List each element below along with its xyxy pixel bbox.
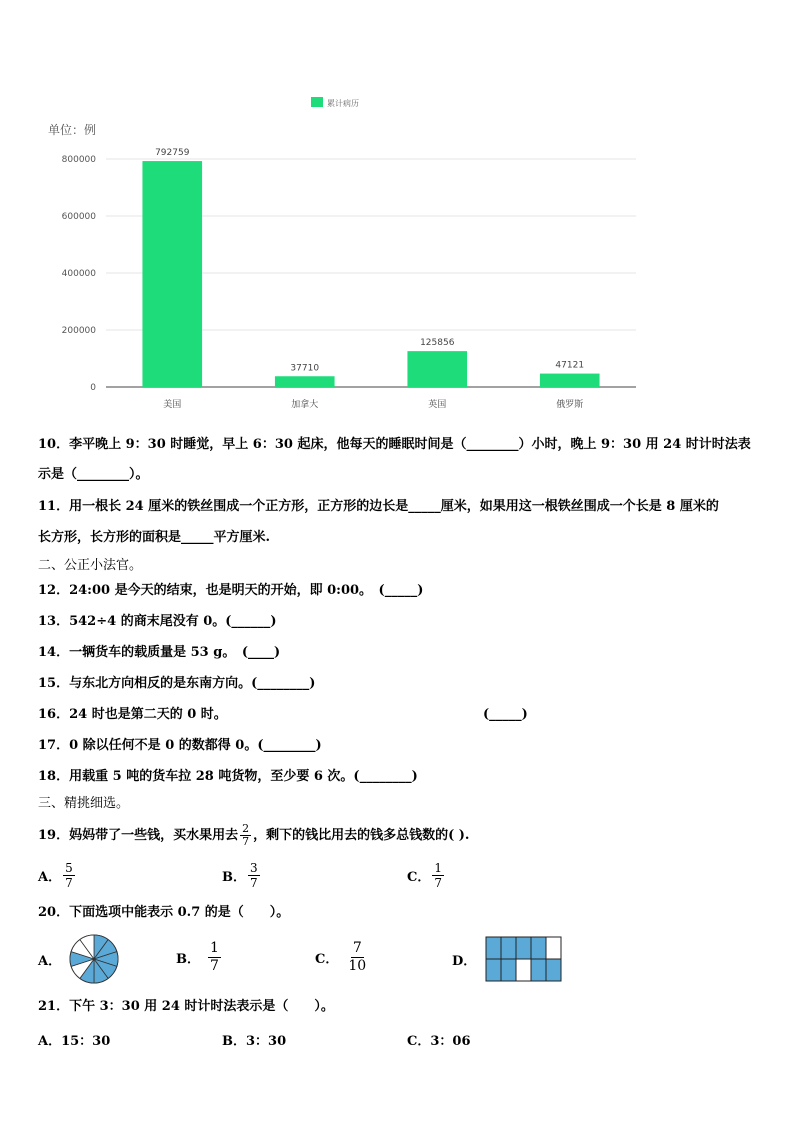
fraction-denominator: 10 — [348, 958, 367, 974]
section-2-heading: 二、公正小法官。 — [38, 558, 143, 573]
grid-cells — [486, 937, 561, 981]
grid-cell — [516, 937, 531, 959]
grid-cell — [501, 937, 516, 959]
grid-cell — [546, 959, 561, 981]
bar — [540, 374, 600, 387]
option-label: C． — [315, 952, 339, 967]
fraction-numerator: 7 — [352, 940, 362, 956]
question-17: 17．0 除以任何不是 0 的数都得 0。(________) — [38, 738, 322, 753]
fraction-denominator: 7 — [65, 876, 73, 890]
option-fraction — [346, 940, 368, 975]
y-tick-labels — [62, 155, 97, 393]
q20-option-b[interactable] — [176, 940, 223, 975]
y-tick-label: 800000 — [61, 155, 96, 165]
question-15: 15．与东北方向相反的是东南方向。(________) — [38, 676, 316, 691]
x-tick-label: 英国 — [428, 400, 447, 410]
q20-option-c[interactable] — [315, 940, 370, 975]
option-label: C．3：06 — [407, 1034, 471, 1049]
question-19-text-post: ，剩下的钱比用去的钱多总钱数的( ). — [253, 828, 470, 843]
grid-cell — [531, 937, 546, 959]
question-10-line2: 示是（________）。 — [38, 467, 149, 482]
option-label: B．3：30 — [222, 1034, 287, 1049]
fraction-denominator: 7 — [210, 958, 219, 974]
bar — [275, 376, 335, 387]
question-20: 20．下面选项中能表示 0.7 的是（ ）。 — [38, 905, 290, 920]
option-label: A． — [38, 953, 62, 969]
q19-option-c[interactable] — [407, 861, 446, 890]
q19-option-b[interactable] — [222, 861, 262, 890]
grid-cell — [501, 959, 516, 981]
question-18: 18．用载重 5 吨的货车拉 28 吨货物，至少要 6 次。(________) — [38, 769, 418, 784]
option-fraction — [432, 861, 444, 890]
option-label: A．15：30 — [38, 1034, 111, 1049]
question-19-fraction — [240, 823, 251, 848]
question-21: 21．下午 3：30 用 24 时计时法表示是（ ）。 — [38, 999, 334, 1014]
question-12: 12．24:00 是今天的结束，也是明天的开始，即 0:00。 (_____) — [38, 583, 424, 598]
grid-cell — [486, 959, 501, 981]
pie-slices — [70, 935, 118, 983]
question-14: 14．一辆货车的载质量是 53 g。 (____) — [38, 645, 281, 660]
option-label: B． — [222, 870, 246, 885]
fraction-numerator: 2 — [242, 822, 250, 835]
x-tick-label: 加拿大 — [291, 400, 319, 410]
x-tick-label: 美国 — [163, 400, 182, 410]
q20-option-d[interactable] — [452, 934, 564, 984]
y-tick-label: 600000 — [61, 212, 96, 222]
fraction-numerator: 1 — [434, 861, 442, 875]
q21-option-b[interactable] — [222, 1030, 286, 1049]
data-label: 47121 — [555, 360, 585, 371]
data-label: 792759 — [155, 148, 190, 159]
question-10-line1: 10．李平晚上 9：30 时睡觉，早上 6：30 起床，他每天的睡眠时间是（________）小时，晚上 9：30 用 24 时计时法表 — [38, 437, 751, 452]
option-fraction — [208, 940, 221, 975]
fraction-denominator: 7 — [250, 876, 258, 890]
fraction-denominator: 7 — [242, 835, 250, 848]
question-11-line2: 长方形，长方形的面积是_____平方厘米. — [38, 530, 271, 545]
grid-cell — [486, 937, 501, 959]
x-tick-label: 俄罗斯 — [556, 400, 584, 410]
bar — [142, 161, 202, 387]
question-19-text-pre: 19．妈妈带了一些钱，买水果用去 — [38, 828, 239, 843]
fraction-numerator: 5 — [65, 861, 73, 875]
unit-label: 单位：例 — [48, 123, 97, 137]
pie-fraction-icon — [67, 934, 121, 984]
grid-fraction-icon — [484, 935, 564, 983]
data-label: 125856 — [420, 338, 455, 349]
q21-option-c[interactable] — [407, 1030, 470, 1049]
y-tick-label: 400000 — [61, 269, 96, 279]
q20-option-a[interactable] — [38, 934, 121, 984]
x-tick-labels — [163, 398, 583, 410]
y-tick-label: 0 — [90, 383, 96, 393]
bar-chart — [0, 0, 794, 420]
option-label: B． — [176, 952, 200, 967]
bars — [142, 148, 599, 387]
option-fraction — [63, 861, 75, 890]
data-label: 37710 — [290, 363, 320, 374]
bar — [407, 351, 467, 387]
question-19 — [38, 823, 469, 848]
fraction-numerator: 3 — [250, 861, 258, 875]
option-label: A． — [38, 870, 62, 885]
question-11-line1: 11．用一根长 24 厘米的铁丝围成一个正方形，正方形的边长是_____厘米，如果用这一根铁丝围成一个长是 8 厘米的 — [38, 499, 719, 514]
fraction-denominator: 7 — [434, 876, 442, 890]
grid-cell — [516, 959, 531, 981]
grid-cell — [531, 959, 546, 981]
legend-swatch — [311, 97, 323, 107]
y-tick-label: 200000 — [61, 326, 96, 336]
option-label: D． — [452, 953, 477, 969]
option-label: C． — [407, 870, 431, 885]
q19-option-a[interactable] — [38, 861, 77, 890]
question-16-answer-paren: (_____) — [483, 707, 528, 722]
section-3-heading: 三、精挑细选。 — [38, 796, 130, 811]
grid-cell — [546, 937, 561, 959]
legend-label: 累计病历 — [327, 99, 359, 108]
q21-option-a[interactable] — [38, 1030, 110, 1049]
question-13: 13．542÷4 的商末尾没有 0。(______) — [38, 614, 277, 629]
fraction-numerator: 1 — [210, 940, 219, 956]
question-16: 16．24 时也是第二天的 0 时。 — [38, 707, 227, 722]
option-fraction — [248, 861, 260, 890]
